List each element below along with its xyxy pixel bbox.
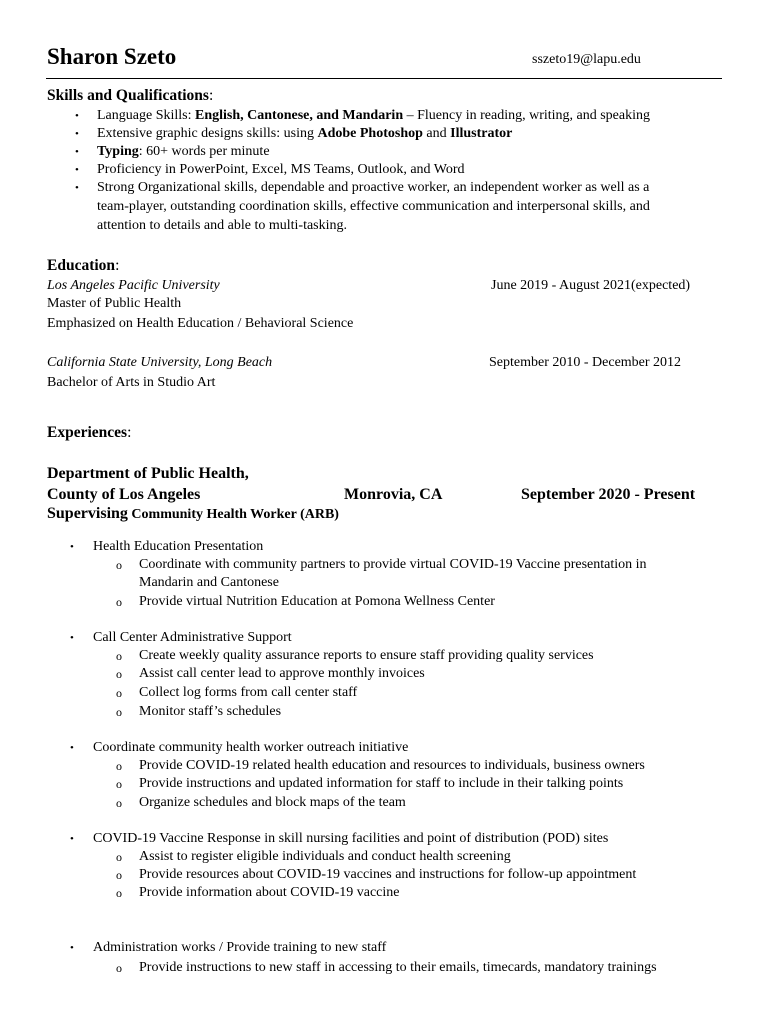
header-divider (46, 78, 722, 79)
bullet-icon: • (75, 182, 79, 194)
school-name: Los Angeles Pacific University (47, 278, 220, 293)
bullet-icon: • (75, 164, 79, 176)
sub-duty-item: Provide COVID-19 related health education and resources to individuals, business owners (139, 758, 645, 773)
skill-item-organizational-line: attention to details and able to multi-tasking. (97, 218, 348, 233)
job-location: Monrovia, CA (344, 486, 443, 503)
school-dates: September 2010 - December 2012 (489, 355, 682, 370)
sub-bullet-icon: o (116, 777, 122, 791)
school-name: California State University, Long Beach (47, 355, 273, 370)
degree-detail: Emphasized on Health Education / Behavioral Science (47, 316, 354, 331)
school-dates: June 2019 - August 2021(expected) (491, 278, 691, 293)
sub-duty-item: Provide virtual Nutrition Education at Pomona Wellness Center (139, 594, 495, 609)
bullet-icon: • (75, 110, 79, 122)
sub-bullet-icon: o (116, 595, 122, 609)
bullet-icon: • (70, 541, 74, 553)
sub-duty-item: Mandarin and Cantonese (139, 575, 279, 590)
duty-item: COVID-19 Vaccine Response in skill nursing facilities and point of distribution (POD) sites (93, 831, 609, 846)
bullet-icon: • (75, 146, 79, 158)
email-address: sszeto19@lapu.edu (532, 52, 641, 67)
bullet-icon: • (70, 742, 74, 754)
skill-item-language: Language Skills: English, Cantonese, and Mandarin – Fluency in reading, writing, and speaking (97, 108, 651, 123)
skills-heading: Skills and Qualifications: (47, 87, 214, 104)
sub-duty-item: Collect log forms from call center staff (139, 685, 358, 700)
sub-bullet-icon: o (116, 686, 122, 700)
skill-item-graphic-design: Extensive graphic designs skills: using Adobe Photoshop and Illustrator (97, 126, 513, 141)
job-dates: September 2020 - Present (521, 486, 696, 503)
sub-bullet-icon: o (116, 868, 122, 882)
bullet-icon: • (75, 128, 79, 140)
sub-bullet-icon: o (116, 850, 122, 864)
sub-duty-item: Provide resources about COVID-19 vaccines and instructions for follow-up appointment (139, 867, 637, 882)
skill-item-organizational-line: Strong Organizational skills, dependable and proactive worker, an independent worker as well as a (97, 180, 650, 195)
duty-item: Administration works / Provide training to new staff (93, 940, 387, 955)
sub-bullet-icon: o (116, 667, 122, 681)
experiences-heading: Experiences: (47, 424, 132, 441)
sub-bullet-icon: o (116, 705, 122, 719)
sub-bullet-icon: o (116, 558, 122, 572)
degree: Bachelor of Arts in Studio Art (47, 375, 216, 390)
bullet-icon: • (70, 942, 74, 954)
degree: Master of Public Health (47, 296, 182, 311)
duty-item: Health Education Presentation (93, 539, 264, 554)
candidate-name: Sharon Szeto (47, 44, 177, 69)
sub-duty-item: Provide instructions to new staff in accessing to their emails, timecards, mandatory trainings (139, 960, 657, 975)
sub-bullet-icon: o (116, 649, 122, 663)
skill-item-software: Proficiency in PowerPoint, Excel, MS Teams, Outlook, and Word (97, 162, 465, 177)
employer-name: Department of Public Health, (47, 465, 249, 482)
sub-duty-item: Provide information about COVID-19 vaccine (139, 885, 400, 900)
sub-duty-item: Assist to register eligible individuals and conduct health screening (139, 849, 511, 864)
sub-duty-item: Assist call center lead to approve monthly invoices (139, 666, 425, 681)
skill-item-organizational-line: team-player, outstanding coordination skills, effective communication and interpersonal skills, and (97, 199, 650, 214)
sub-duty-item: Coordinate with community partners to provide virtual COVID-19 Vaccine presentation in (139, 557, 647, 572)
bullet-icon: • (70, 632, 74, 644)
education-heading: Education: (47, 257, 120, 274)
sub-duty-item: Create weekly quality assurance reports to ensure staff providing quality services (139, 648, 594, 663)
sub-duty-item: Monitor staff’s schedules (139, 704, 282, 719)
sub-bullet-icon: o (116, 796, 122, 810)
sub-bullet-icon: o (116, 961, 122, 975)
job-title: Supervising Community Health Worker (ARB) (47, 505, 339, 522)
bullet-icon: • (70, 833, 74, 845)
duty-item: Coordinate community health worker outreach initiative (93, 740, 409, 755)
sub-bullet-icon: o (116, 759, 122, 773)
employer-county: County of Los Angeles (47, 486, 201, 503)
sub-duty-item: Provide instructions and updated information for staff to include in their talking points (139, 776, 624, 791)
duty-item: Call Center Administrative Support (93, 630, 292, 645)
sub-bullet-icon: o (116, 886, 122, 900)
sub-duty-item: Organize schedules and block maps of the team (139, 795, 406, 810)
skill-item-typing: Typing: 60+ words per minute (97, 144, 270, 159)
